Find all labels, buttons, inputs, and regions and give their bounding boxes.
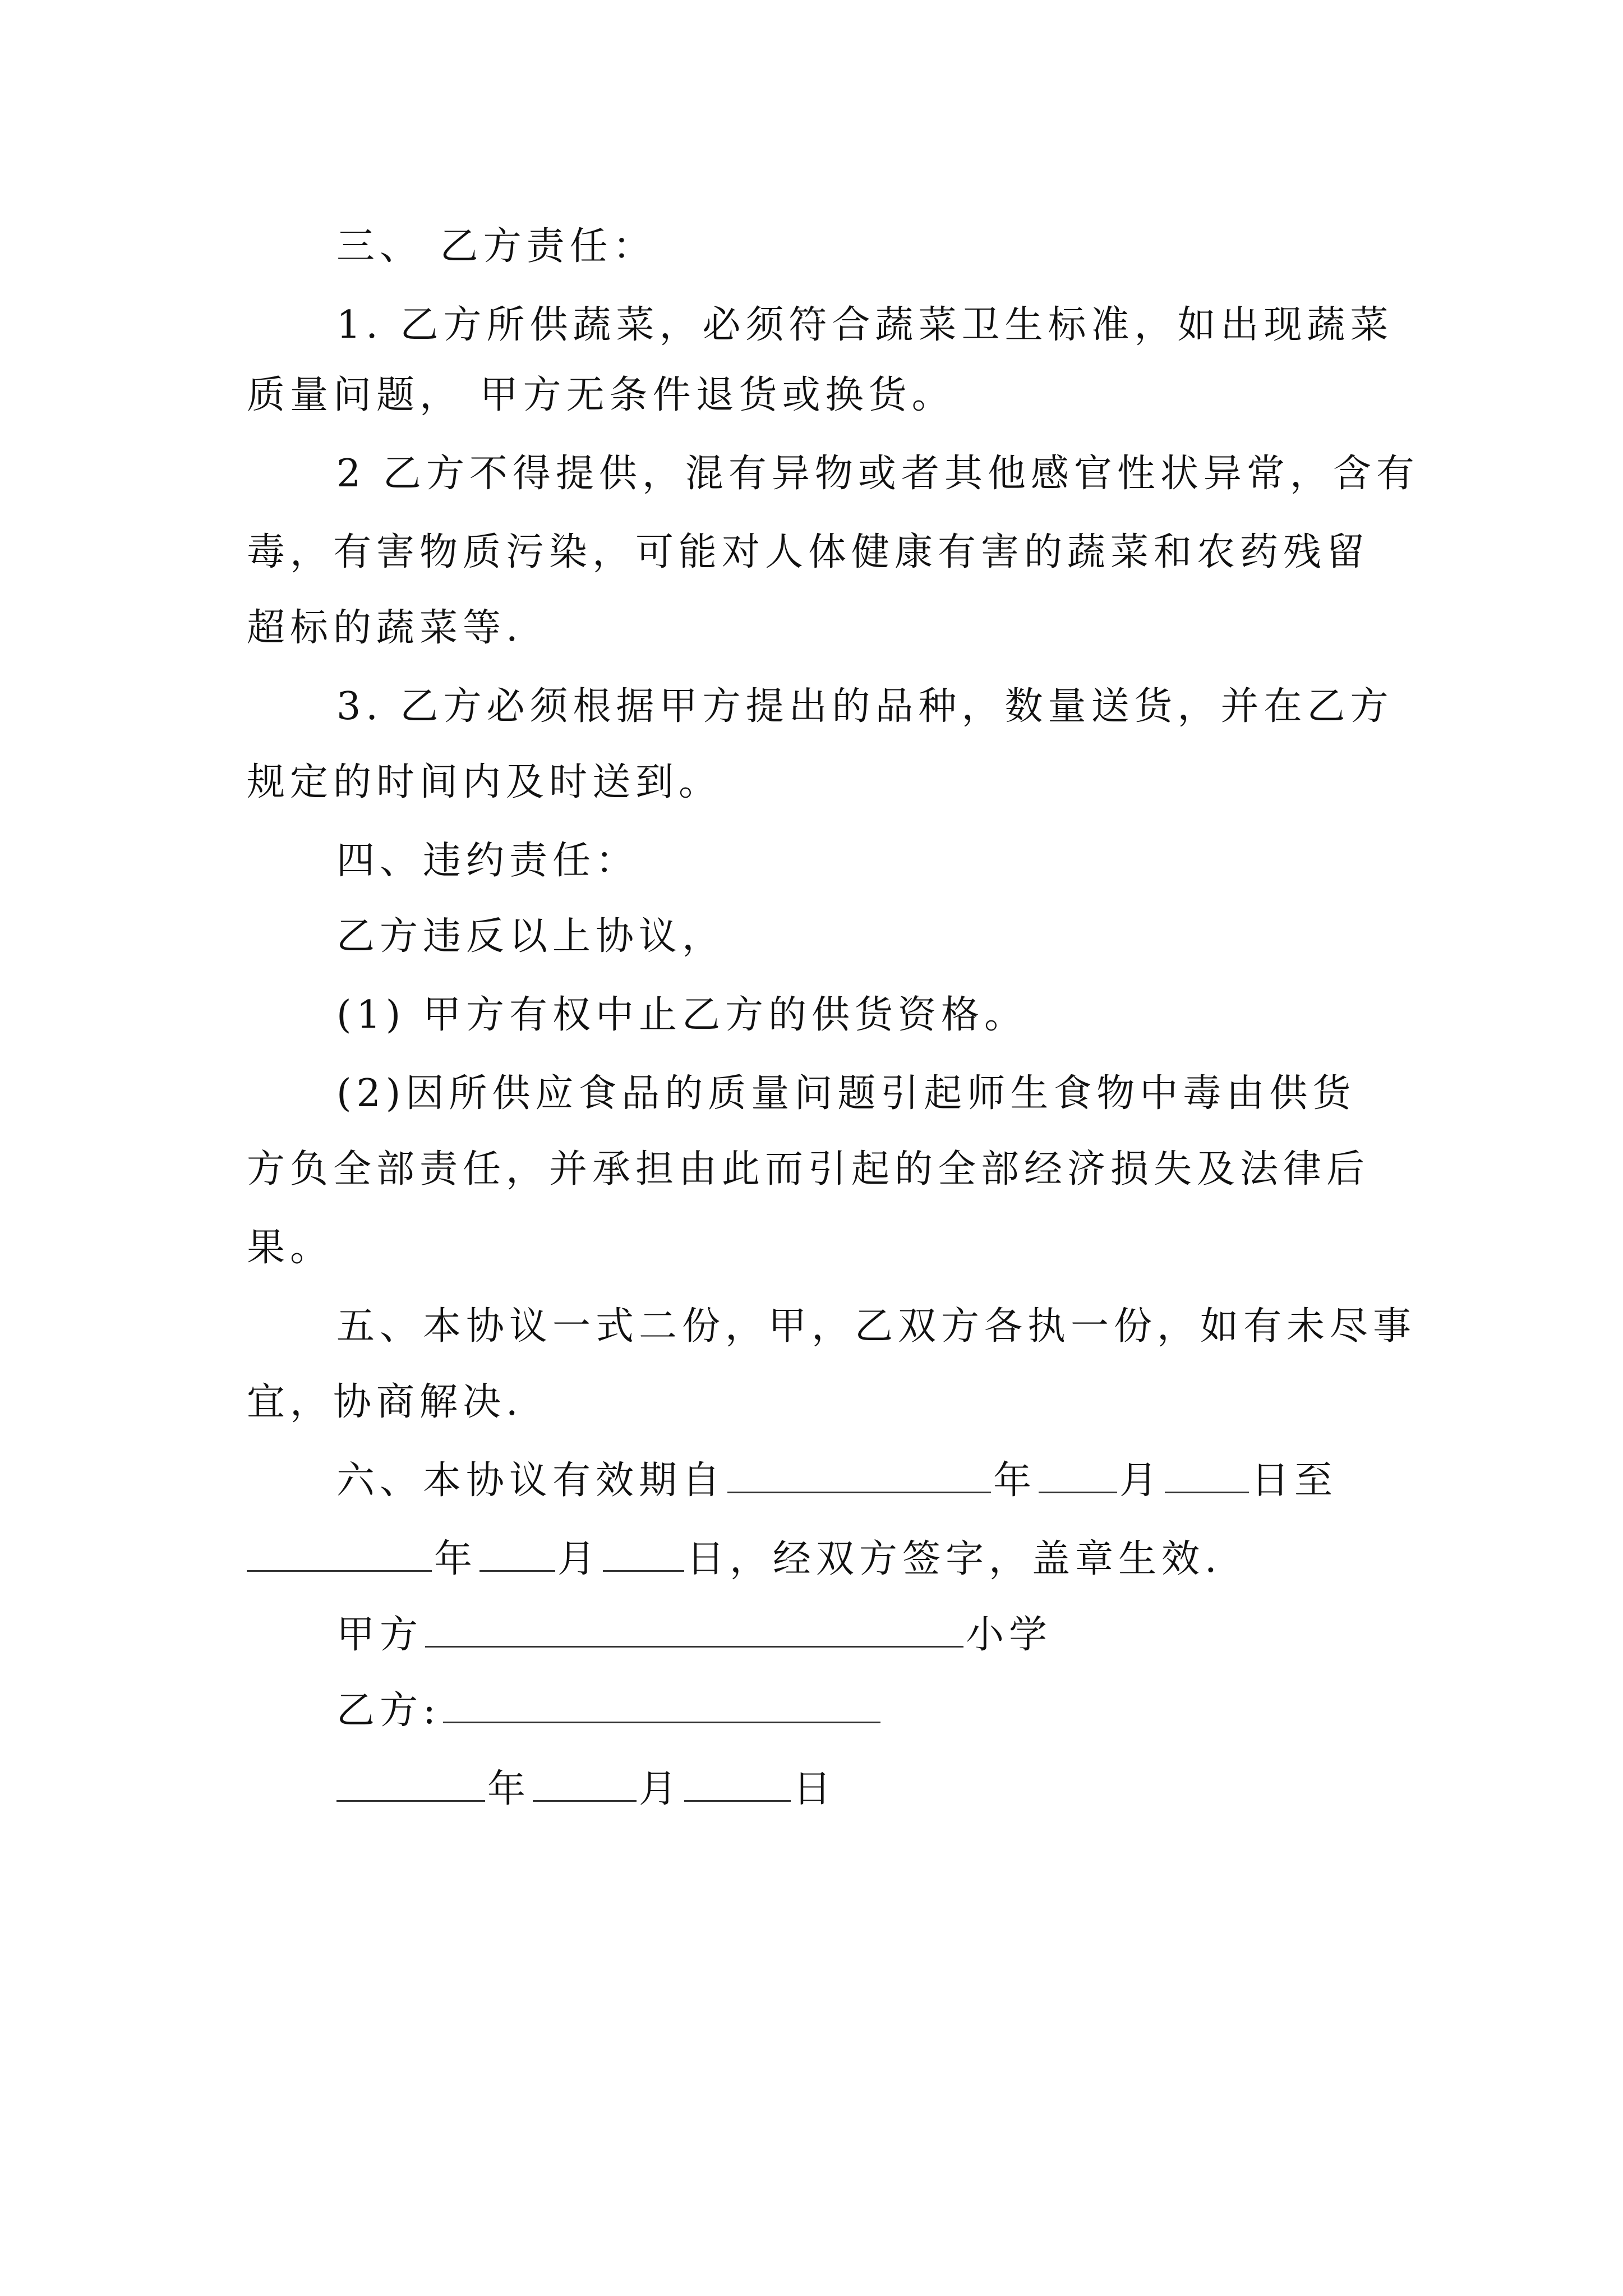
day-label: 日 [793, 1767, 837, 1811]
day-to-label: 日至 [1251, 1458, 1338, 1503]
party-a-blank[interactable] [425, 1611, 963, 1648]
paragraph-line: 规定的时间内及时送到。 [247, 760, 722, 804]
paragraph-line: 超标的蔬菜等. [247, 606, 523, 650]
year-label: 年 [434, 1537, 478, 1581]
paragraph-line: 毒，有害物质污染，可能对人体健康有害的蔬菜和农药残留 [247, 530, 1370, 574]
validity-rest: 日，经双方签字，盖章生效. [686, 1537, 1222, 1581]
start-year-blank[interactable] [727, 1457, 991, 1493]
paragraph-line: 质量问题， 甲方无条件退货或换货。 [247, 373, 955, 417]
end-month-blank[interactable] [479, 1535, 555, 1572]
paragraph-line: 宜，协商解决. [247, 1380, 523, 1424]
sign-year-blank[interactable] [336, 1765, 485, 1802]
paragraph-line: 五、本协议一式二份，甲，乙双方各执一份，如有未尽事 [336, 1304, 1417, 1349]
start-month-blank[interactable] [1039, 1457, 1117, 1493]
end-day-blank[interactable] [603, 1535, 684, 1572]
month-label: 月 [639, 1767, 683, 1811]
paragraph-line: 果。 [247, 1226, 334, 1270]
signature-date [336, 1764, 836, 1815]
paragraph-line: 3. 乙方必须根据甲方提出的品种，数量送货，并在乙方 [336, 684, 1394, 729]
party-a-signature [336, 1610, 1052, 1660]
start-day-blank[interactable] [1165, 1457, 1249, 1493]
sign-month-blank[interactable] [533, 1765, 637, 1802]
month-label: 月 [1119, 1458, 1163, 1503]
paragraph-line: 2 乙方不得提供，混有异物或者其他感官性状异常，含有 [336, 452, 1419, 496]
paragraph-line: 方负全部责任，并承担由此而引起的全部经济损失及法律后 [247, 1147, 1370, 1191]
paragraph-line: 1. 乙方所供蔬菜，必须符合蔬菜卫生标准，如出现蔬菜 [336, 303, 1394, 347]
section-heading: 四、违约责任： [336, 839, 639, 883]
party-a-label: 甲方 [336, 1613, 423, 1657]
end-year-blank[interactable] [247, 1535, 432, 1572]
validity-line [247, 1534, 1222, 1585]
validity-prefix: 六、本协议有效期自 [336, 1458, 726, 1503]
paragraph-line: (2)因所供应食品的质量问题引起师生食物中毒由供货 [336, 1071, 1356, 1116]
validity-line [336, 1456, 1338, 1506]
year-label: 年 [487, 1767, 531, 1811]
party-b-blank[interactable] [443, 1687, 880, 1723]
party-b-label: 乙方: [336, 1688, 441, 1733]
paragraph-line: (1) 甲方有权中止乙方的供货资格。 [336, 993, 1027, 1037]
party-a-suffix: 小学 [966, 1613, 1053, 1657]
month-label: 月 [557, 1537, 601, 1581]
sign-day-blank[interactable] [684, 1765, 791, 1802]
paragraph-line: 乙方违反以上协议， [336, 914, 726, 959]
party-b-signature [336, 1686, 883, 1736]
year-label: 年 [993, 1458, 1037, 1503]
section-heading: 三、 乙方责任： [336, 224, 656, 269]
